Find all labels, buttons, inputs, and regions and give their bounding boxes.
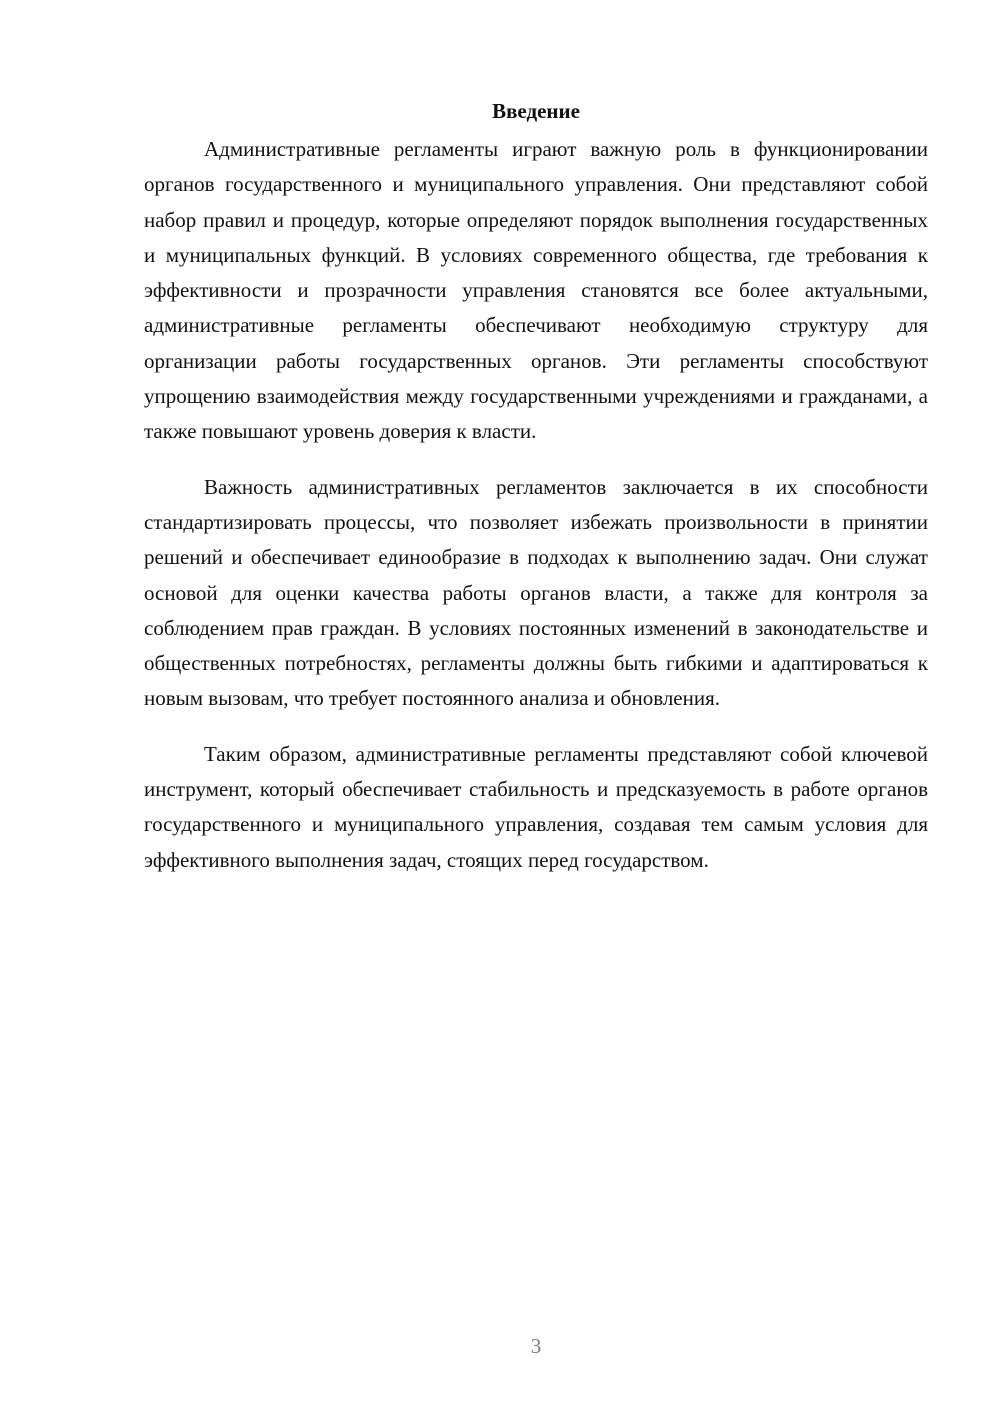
page-content — [144, 96, 928, 898]
paragraph-1: Административные регламенты играют важную роль в функционировании органов государственного и муниципального управления. Они представляют собой набор правил и процедур, которые определяют порядок выполнения государственных и муниципальных функций. В условиях современного общества, где требования к эффективности и прозрачности управления становятся все более актуальными, административные регламенты обеспечивают необходимую структуру для организации работы государственных органов. Эти регламенты способствуют упрощению взаимодействия между государственными учреждениями и гражданами, а также повышают уровень доверия к власти. — [144, 137, 928, 444]
page-number: 3 — [530, 1334, 542, 1358]
section-title: Введение — [492, 99, 580, 123]
paragraph-3: Таким образом, административные регламенты представляют собой ключевой инструмент, который обеспечивает стабильность и предсказуемость в работе органов государственного и муниципального управления, создавая тем самым условия для эффективного выполнения задач, стоящих перед государством. — [144, 741, 928, 872]
paragraph-2: Важность административных регламентов заключается в их способности стандартизировать процессы, что позволяет избежать произвольности в принятии решений и обеспечивает единообразие в подходах к выполнению задач. Они служат основой для оценки качества работы органов власти, а также для контроля за соблюдением прав граждан. В условиях постоянных изменений в законодательстве и общественных потребностях, регламенты должны быть гибкими и адаптироваться к новым вызовам, что требует постоянного анализа и обновления. — [144, 474, 928, 711]
